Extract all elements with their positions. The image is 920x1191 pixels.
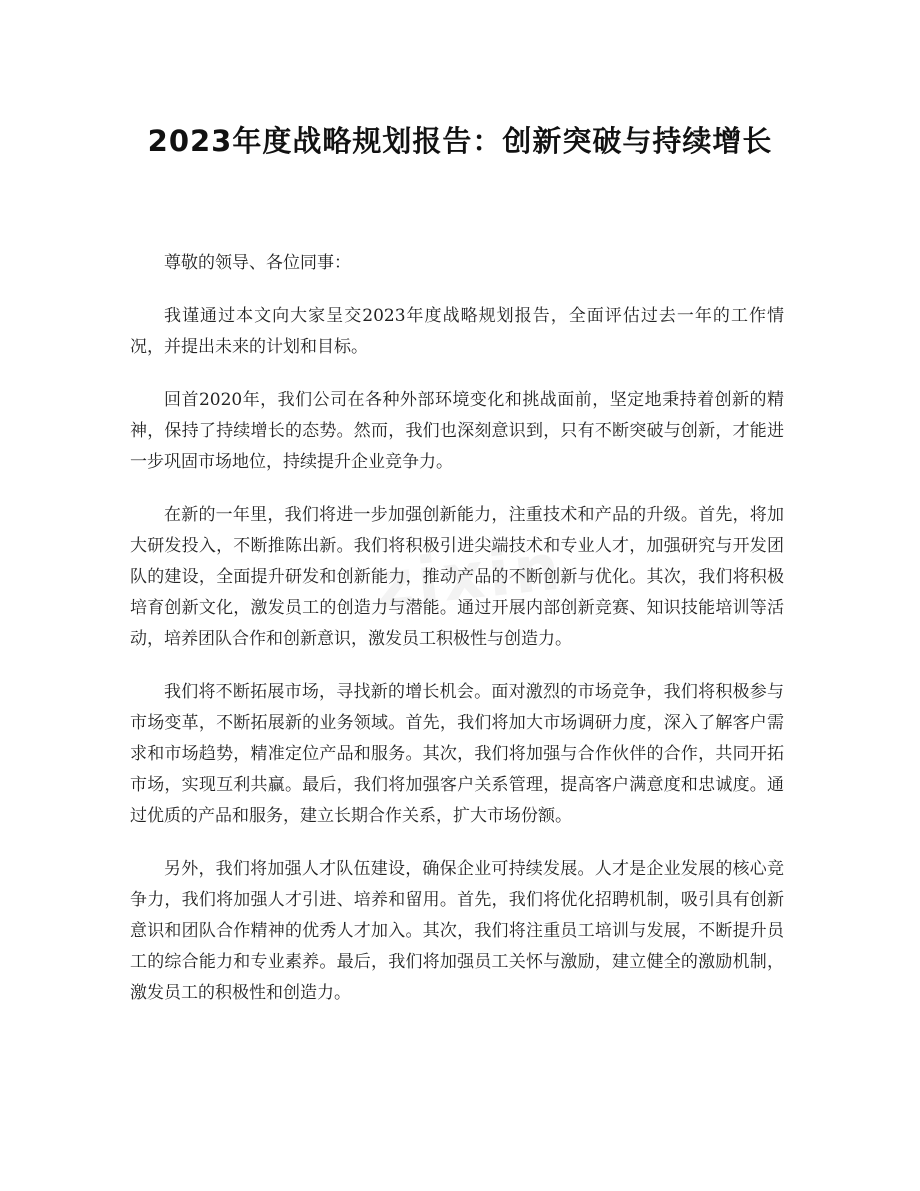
greeting: 尊敬的领导、各位同事： xyxy=(164,253,351,273)
paragraph-1: 我谨通过本文向大家呈交2023年度战略规划报告，全面评估过去一年的工作情况，并提出未来的计划和目标。 xyxy=(130,306,784,357)
paragraph-3: 在新的一年里，我们将进一步加强创新能力，注重技术和产品的升级。首先，将加大研发投入，不断推陈出新。我们将积极引进尖端技术和专业人才，加强研究与开发团队的建设，全面提升研发和创新能力，推动产品的不断创新与优化。其次，我们将积极培育创新文化，激发员工的创造力与潜能。通过开展内部创新竞赛、知识技能培训等活动，培养团队合作和创新意识，激发员工积极性与创造力。 xyxy=(130,505,784,649)
paragraph-2: 回首2020年，我们公司在各种外部环境变化和挑战面前，坚定地秉持着创新的精神，保持了持续增长的态势。然而，我们也深刻意识到，只有不断突破与创新，才能进一步巩固市场地位，持续提升企业竞争力。 xyxy=(130,390,784,472)
document-title: 2023年度战略规划报告：创新突破与持续增长 xyxy=(147,124,773,158)
document-body xyxy=(130,248,784,1031)
paragraph-4: 我们将不断拓展市场，寻找新的增长机会。面对激烈的市场竞争，我们将积极参与市场变革，不断拓展新的业务领域。首先，我们将加大市场调研力度，深入了解客户需求和市场趋势，精准定位产品和服务。其次，我们将加强与合作伙伴的合作，共同开拓市场，实现互利共赢。最后，我们将加强客户关系管理，提高客户满意度和忠诚度。通过优质的产品和服务，建立长期合作关系，扩大市场份额。 xyxy=(130,682,784,826)
paragraph-5: 另外，我们将加强人才队伍建设，确保企业可持续发展。人才是企业发展的核心竞争力，我们将加强人才引进、培养和留用。首先，我们将优化招聘机制，吸引具有创新意识和团队合作精神的优秀人才加入。其次，我们将注重员工培训与发展，不断提升员工的综合能力和专业素养。最后，我们将加强员工关怀与激励，建立健全的激励机制，激发员工的积极性和创造力。 xyxy=(130,859,784,1003)
watermark: zixin xyxy=(372,530,568,624)
